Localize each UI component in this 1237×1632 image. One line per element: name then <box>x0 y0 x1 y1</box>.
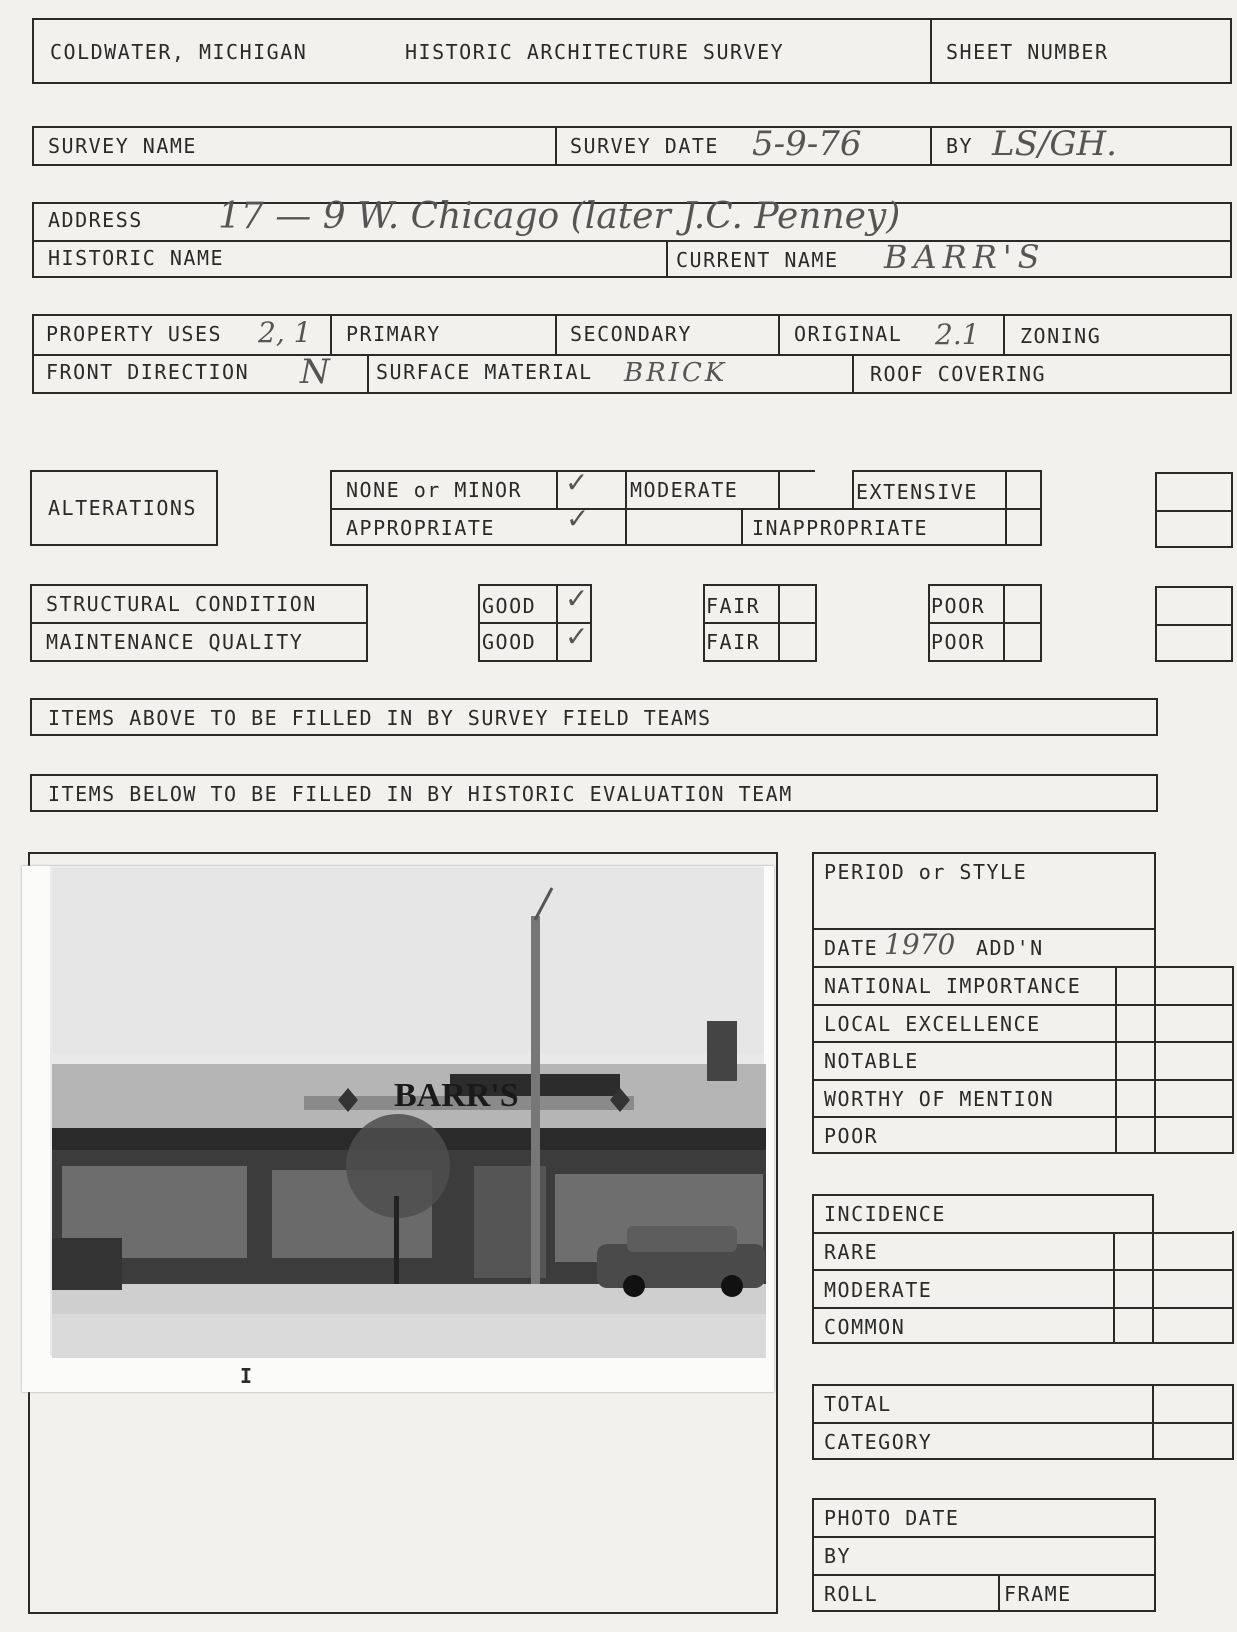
property-divider-5 <box>367 354 369 394</box>
alterations-label: ALTERATIONS <box>48 496 197 520</box>
address-divider-h <box>32 240 1232 242</box>
sheet-number-label: SHEET NUMBER <box>946 40 1109 64</box>
survey-divider-2 <box>930 126 932 166</box>
moderate-alt-label: MODERATE <box>630 478 739 502</box>
fair-divider-h <box>703 622 817 624</box>
front-direction-label: FRONT DIRECTION <box>46 360 250 384</box>
property-divider-2 <box>555 314 557 354</box>
national-importance-label: NATIONAL IMPORTANCE <box>824 974 1082 998</box>
primary-label: PRIMARY <box>346 322 441 346</box>
eval-date-value[interactable]: 1970 <box>884 928 956 961</box>
maintenance-fair-label: FAIR <box>706 630 761 654</box>
address-label: ADDRESS <box>48 208 143 232</box>
eval-div-3 <box>812 1041 1234 1043</box>
property-divider-6 <box>852 354 854 394</box>
roll-label: ROLL <box>824 1582 879 1606</box>
eval-div-1 <box>812 928 1156 930</box>
property-uses-label: PROPERTY USES <box>46 322 223 346</box>
maintenance-poor-label: POOR <box>931 630 986 654</box>
photo-frame-mark: I <box>240 1364 254 1388</box>
none-or-minor-check[interactable]: ✓ <box>565 466 589 499</box>
inappropriate-label: INAPPROPRIATE <box>752 516 929 540</box>
condition-label-divider <box>30 622 368 624</box>
alt-side-divider <box>1155 510 1233 512</box>
photo-print <box>22 866 774 1392</box>
alt-div-3 <box>778 470 780 508</box>
incidence-div-2 <box>812 1269 1234 1271</box>
frame-label: FRAME <box>1004 1582 1072 1606</box>
header-divider <box>930 18 932 84</box>
incidence-div-v1 <box>1113 1232 1115 1344</box>
photo-date-label: PHOTO DATE <box>824 1506 960 1530</box>
eval-score-div-v2 <box>1154 966 1156 1154</box>
period-style-label: PERIOD or STYLE <box>824 860 1028 884</box>
appropriate-label: APPROPRIATE <box>346 516 495 540</box>
eval-date-label: DATE <box>824 936 879 960</box>
property-divider-h <box>32 354 1232 356</box>
alt-div-1 <box>556 470 558 508</box>
incidence-div-1 <box>812 1232 1234 1234</box>
incidence-moderate-label: MODERATE <box>824 1278 933 1302</box>
store-sign: BARR'S <box>394 1077 519 1114</box>
photo-info-div-v <box>998 1574 1000 1612</box>
good-divider-v <box>556 584 558 662</box>
surface-material-value[interactable]: BRICK <box>624 358 728 388</box>
appropriate-check[interactable]: ✓ <box>566 502 590 535</box>
historic-name-label: HISTORIC NAME <box>48 246 225 270</box>
photo-by-label: BY <box>824 1544 852 1568</box>
common-label: COMMON <box>824 1315 906 1339</box>
property-divider-3 <box>778 314 780 354</box>
eval-score-div-v1 <box>1115 966 1117 1154</box>
poor-divider-h <box>928 622 1042 624</box>
maintenance-good-label: GOOD <box>482 630 537 654</box>
eval-div-5 <box>812 1116 1234 1118</box>
structural-fair-label: FAIR <box>706 594 761 618</box>
building-photo <box>22 866 774 1392</box>
secondary-label: SECONDARY <box>570 322 692 346</box>
alt-div-2 <box>625 470 627 546</box>
survey-by-value[interactable]: LS/GH. <box>992 124 1117 164</box>
worthy-of-mention-label: WORTHY OF MENTION <box>824 1087 1055 1111</box>
property-uses-value[interactable]: 2, 1 <box>258 316 312 349</box>
eval-addn-label: ADD'N <box>976 936 1044 960</box>
form-title: HISTORIC ARCHITECTURE SURVEY <box>405 40 785 64</box>
notable-label: NOTABLE <box>824 1049 919 1073</box>
extensive-label: EXTENSIVE <box>856 480 978 504</box>
survey-by-label: BY <box>946 134 974 158</box>
incidence-gap <box>1154 1194 1236 1231</box>
maintenance-good-check[interactable]: ✓ <box>565 620 589 653</box>
eval-poor-label: POOR <box>824 1124 879 1148</box>
property-divider-4 <box>1003 314 1005 354</box>
survey-date-label: SURVEY DATE <box>570 134 719 158</box>
original-label: ORIGINAL <box>794 322 903 346</box>
total-label: TOTAL <box>824 1392 892 1416</box>
property-divider-1 <box>330 314 332 354</box>
photo-info-div-2 <box>812 1574 1156 1576</box>
eval-div-2 <box>812 1004 1234 1006</box>
maintenance-quality-label: MAINTENANCE QUALITY <box>46 630 304 654</box>
totals-div-h <box>812 1422 1234 1424</box>
roof-covering-label: ROOF COVERING <box>870 362 1047 386</box>
address-divider-v <box>666 240 668 278</box>
survey-name-label: SURVEY NAME <box>48 134 197 158</box>
fair-divider-v <box>778 584 780 662</box>
structural-poor-label: POOR <box>931 594 986 618</box>
eval-div-4 <box>812 1079 1234 1081</box>
alt-div-7 <box>741 508 743 546</box>
survey-divider-1 <box>555 126 557 166</box>
current-name-label: CURRENT NAME <box>676 248 839 272</box>
address-value[interactable]: 17 — 9 W. Chicago (later J.C. Penney) <box>218 196 901 237</box>
structural-condition-label: STRUCTURAL CONDITION <box>46 592 317 616</box>
survey-date-value[interactable]: 5-9-76 <box>752 124 862 164</box>
front-direction-value[interactable]: N <box>300 352 330 392</box>
local-excellence-label: LOCAL EXCELLENCE <box>824 1012 1041 1036</box>
surface-material-label: SURFACE MATERIAL <box>376 360 593 384</box>
structural-good-check[interactable]: ✓ <box>565 582 589 615</box>
poor-divider-v <box>1003 584 1005 662</box>
incidence-label: INCIDENCE <box>824 1202 946 1226</box>
none-or-minor-label: NONE or MINOR <box>346 478 523 502</box>
city-name: COLDWATER, MICHIGAN <box>50 40 308 64</box>
note-below: ITEMS BELOW TO BE FILLED IN BY HISTORIC EVALUATION TEAM <box>48 782 793 806</box>
photo-info-div-1 <box>812 1536 1156 1538</box>
category-label: CATEGORY <box>824 1430 933 1454</box>
original-value[interactable]: 2.1 <box>935 318 980 351</box>
incidence-div-3 <box>812 1307 1234 1309</box>
structural-good-label: GOOD <box>482 594 537 618</box>
note-above: ITEMS ABOVE TO BE FILLED IN BY SURVEY FIELD TEAMS <box>48 706 712 730</box>
condition-side-divider <box>1155 624 1233 626</box>
current-name-value[interactable]: BARR'S <box>884 238 1046 276</box>
rare-label: RARE <box>824 1240 879 1264</box>
zoning-label: ZONING <box>1020 324 1102 348</box>
